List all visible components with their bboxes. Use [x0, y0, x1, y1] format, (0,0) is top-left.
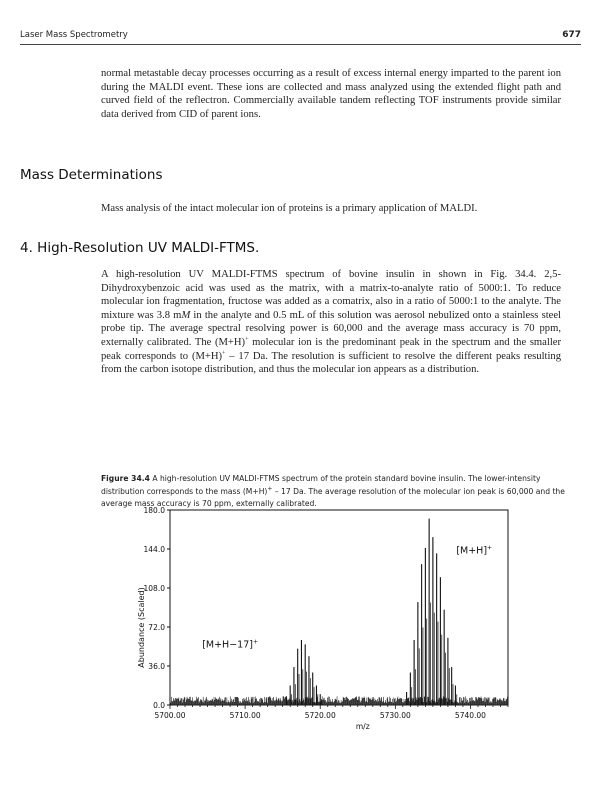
- y-tick-label: 144.0: [143, 545, 165, 554]
- heading-high-resolution: 4. High-Resolution UV MALDI-FTMS.: [20, 240, 260, 256]
- spectrum-figure: [130, 500, 510, 740]
- high-resolution-paragraph: [101, 268, 561, 377]
- annotations-layer: [202, 544, 492, 650]
- x-axis-title: m/z: [355, 722, 370, 731]
- intro-paragraph: [101, 67, 561, 121]
- heading-mass-determinations: Mass Determinations: [20, 167, 163, 183]
- x-tick-label: 5720.00: [304, 711, 336, 720]
- y-tick-label: 72.0: [148, 623, 165, 632]
- y-tick-label: 36.0: [148, 662, 165, 671]
- axes-layer: [170, 510, 508, 705]
- intro-text: normal metastable decay processes occurring as a result of excess internal energy imparted to the parent ion during the MALDI event. These ions are collected and mass analyzed using the extended flight path and curved field of the reflectron. Commercially available tandem reflecting TOF instruments provide similar data derived from CID of parent ions.: [101, 68, 561, 120]
- x-tick-label: 5740.00: [454, 711, 486, 720]
- figure-caption: Figure 34.4 A high-resolution UV MALDI-FTMS spectrum of the protein standard bovine insulin. The lower-intensity distribution corresponds to the mass (M+H)+ – 17 Da. The average resolution of the molecular ion peak is 60,000 and the average mass accuracy is 70 ppm, externally calibrated.: [101, 474, 565, 509]
- peaks-layer: [286, 519, 456, 705]
- y-tick-label: 108.0: [143, 584, 165, 593]
- mass-determination-text: Mass analysis of the intact molecular ion of proteins is a primary application of MALDI.: [101, 203, 478, 214]
- spectrum-chart: [130, 500, 510, 740]
- annotation-mh-17: [M+H−17]+: [202, 638, 258, 651]
- x-tick-label: 5710.00: [229, 711, 261, 720]
- header-rule: [20, 44, 581, 45]
- page-number: 677: [562, 30, 581, 40]
- y-axis-title-group: [137, 587, 146, 667]
- y-axis-title: Abundance (Scaled): [137, 587, 146, 668]
- figure-label: Figure 34.4: [101, 474, 150, 483]
- y-tick-label: 0.0: [153, 701, 165, 710]
- y-tick-label: 180.0: [143, 506, 165, 515]
- x-tick-label: 5730.00: [379, 711, 411, 720]
- annotation-mh: [M+H]+: [456, 544, 493, 557]
- mass-determination-paragraph: [101, 202, 561, 216]
- running-title: Laser Mass Spectrometry: [20, 30, 128, 40]
- high-resolution-text: A high-resolution UV MALDI-FTMS spectrum of bovine insulin in shown in Fig. 34.4. 2,5-Dihydroxybenzoic acid was used as the matrix, with a matrix-to-analyte ratio of 5000:1. To reduce molecular ion fragmentation, fructose was added as a comatrix, also in a ratio of 5000:1 to the analyte. The mixture was 3.8 mM in the analyte and 0.5 mL of this solution was aerosol nebulized onto a stainless steel probe tip. The average spectral resolving power is 60,000 and the average mass accuracy is 70 ppm, externally calibrated. The (M+H)+ molecular ion is the predominant peak in the spectrum and the smaller peak corresponds to (M+H)+ – 17 Da. The resolution is sufficient to resolve the different peaks resulting from the carbon isotope distribution, and thus the molecular ion appears as a distribution.: [101, 269, 561, 376]
- plot-frame: [170, 510, 508, 705]
- x-tick-label: 5700.00: [154, 711, 186, 720]
